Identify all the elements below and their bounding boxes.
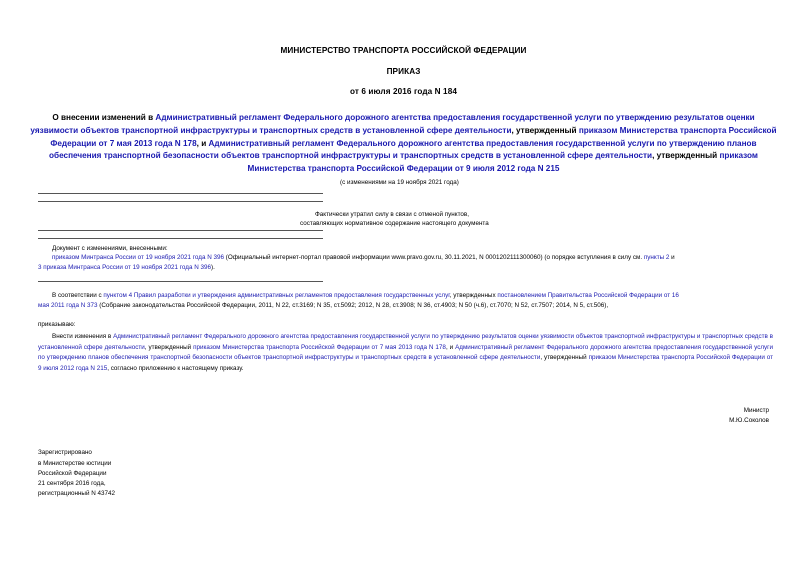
divider-3	[38, 230, 323, 231]
amended-note: (с изменениями на 19 ноября 2021 года)	[340, 179, 459, 186]
basis-paragraph-line-2	[38, 301, 773, 312]
divider-4	[38, 238, 323, 239]
ministry-heading: МИНИСТЕРСТВО ТРАНСПОРТА РОССИЙСКОЙ ФЕДЕРАЦИИ	[280, 46, 527, 55]
signature-position: Министр	[743, 407, 769, 414]
basis-text-2: , утвержденных	[449, 292, 498, 299]
title-text-1: О внесении изменений в	[52, 113, 156, 122]
title-link-order-215[interactable]: приказом Министерства транспорта Российской Федерации от 9 июля 2012 года N 215	[247, 151, 758, 174]
registration-line-2: в Министерстве юстиции	[38, 460, 112, 467]
order-text-5: , согласно приложению к настоящему приказу.	[107, 364, 244, 372]
order-link-regulation-178[interactable]: Административный регламент Федерального дорожного агентства предоставления государственной услуги по утверждению результатов оценки уязвимости объектов транспортной инфраструктуры и транспортных средств в установленной сфере деятельности	[38, 333, 773, 351]
title-link-order-178[interactable]: приказом Министерства транспорта Российской Федерации от 7 мая 2013 года N 178	[50, 125, 777, 148]
order-text-4: , утвержденный	[540, 354, 589, 361]
order-word: приказываю:	[38, 321, 76, 328]
order-paragraph	[38, 332, 773, 374]
changes-text	[38, 253, 773, 264]
basis-paragraph	[38, 291, 773, 302]
basis-text-1: В соответствии с	[52, 292, 104, 299]
title-text-2: , утвержденный	[511, 125, 579, 135]
title-text-4: , утвержденный	[652, 151, 720, 161]
divider-2	[38, 201, 323, 202]
title-text-3: , и	[196, 138, 209, 148]
changes-label: Документ с изменениями, внесенными:	[52, 245, 168, 252]
document-title	[30, 112, 777, 176]
basis-link-resolution-373[interactable]: постановлением Правительства Российской Федерации от 16	[497, 292, 679, 299]
basis-text-3: (Собрание законодательства Российской Федерации, 2011, N 22, ст.3169; N 35, ст.5092; 2012, N 28, ст.3908; N 36, ст.4903; N 50 (ч.6), ст.7070; N 52, ст.7507; 2014, N 5, ст.506),	[97, 302, 609, 309]
signature-name: М.Ю.Соколов	[729, 417, 769, 424]
title-link-regulation-178[interactable]: Административный регламент Федерального дорожного агентства предоставления государственной услуги по утверждению результатов оценки уязвимости объектов транспортной инфраструктуры и транспортных средств в установленной сфере деятельности	[30, 113, 755, 135]
doc-date-number: от 6 июля 2016 года N 184	[349, 87, 458, 96]
doc-type-heading: ПРИКАЗ	[386, 67, 421, 76]
lapsed-line-2: составляющих нормативное содержание настоящего документа	[300, 220, 489, 227]
changes-link-order-396[interactable]: приказом Минтранса России от 19 ноября 2021 года N 396	[52, 254, 225, 261]
changes-text-1: (Официальный интернет-портал правовой информации www.pravo.gov.ru, 30.11.2021, N 0001202111300060) (о порядке вступления в силу см.	[224, 254, 644, 261]
basis-link-resolution-373-cont[interactable]: мая 2011 года N 373	[38, 302, 98, 309]
order-link-order-178[interactable]: приказом Министерства транспорта Российской Федерации от 7 мая 2013 года N 178	[193, 343, 446, 351]
order-text-1: Внести изменения в	[52, 333, 114, 340]
changes-link-items-2[interactable]: пункты 2	[643, 254, 670, 261]
order-text-3: , и	[445, 343, 456, 351]
registration-line-5: регистрационный N 43742	[38, 490, 116, 497]
changes-link-item-3[interactable]: 3 приказа Минтранса России от 19 ноября 2021 года N 396	[38, 264, 212, 271]
divider-1	[38, 193, 323, 194]
changes-text-2: и	[669, 254, 675, 261]
changes-text-3: ).	[211, 264, 215, 271]
lapsed-line-1: Фактически утратил силу в связи с отменой пунктов,	[315, 211, 470, 218]
basis-link-rules-item-4[interactable]: пунктом 4 Правил разработки и утверждения административных регламентов предоставления государственных услуг	[103, 292, 450, 299]
registration-line-3: Российской Федерации	[38, 470, 107, 477]
registration-line-1: Зарегистрировано	[38, 449, 92, 456]
changes-text-line-2	[38, 263, 773, 274]
order-link-order-215[interactable]: приказом Министерства транспорта Российской Федерации от 9 июля 2012 года N 215	[38, 354, 773, 372]
order-text-2: , утвержденный	[144, 343, 194, 351]
divider-5	[38, 281, 323, 282]
registration-line-4: 21 сентября 2016 года,	[38, 480, 106, 487]
order-link-regulation-215[interactable]: Административный регламент Федерального дорожного агентства предоставления государственной услуги по утверждению планов обеспечения транспортной безопасности объектов транспортной инфраструктуры и транспортных средств в установленной сфере деятельности	[38, 343, 773, 361]
title-link-regulation-215[interactable]: Административный регламент Федерального дорожного агентства предоставления государственной услуги по утверждению планов обеспечения транспортной безопасности объектов транспортной инфраструктуры и транспортных средств в установленной сфере деятельности	[49, 138, 757, 161]
